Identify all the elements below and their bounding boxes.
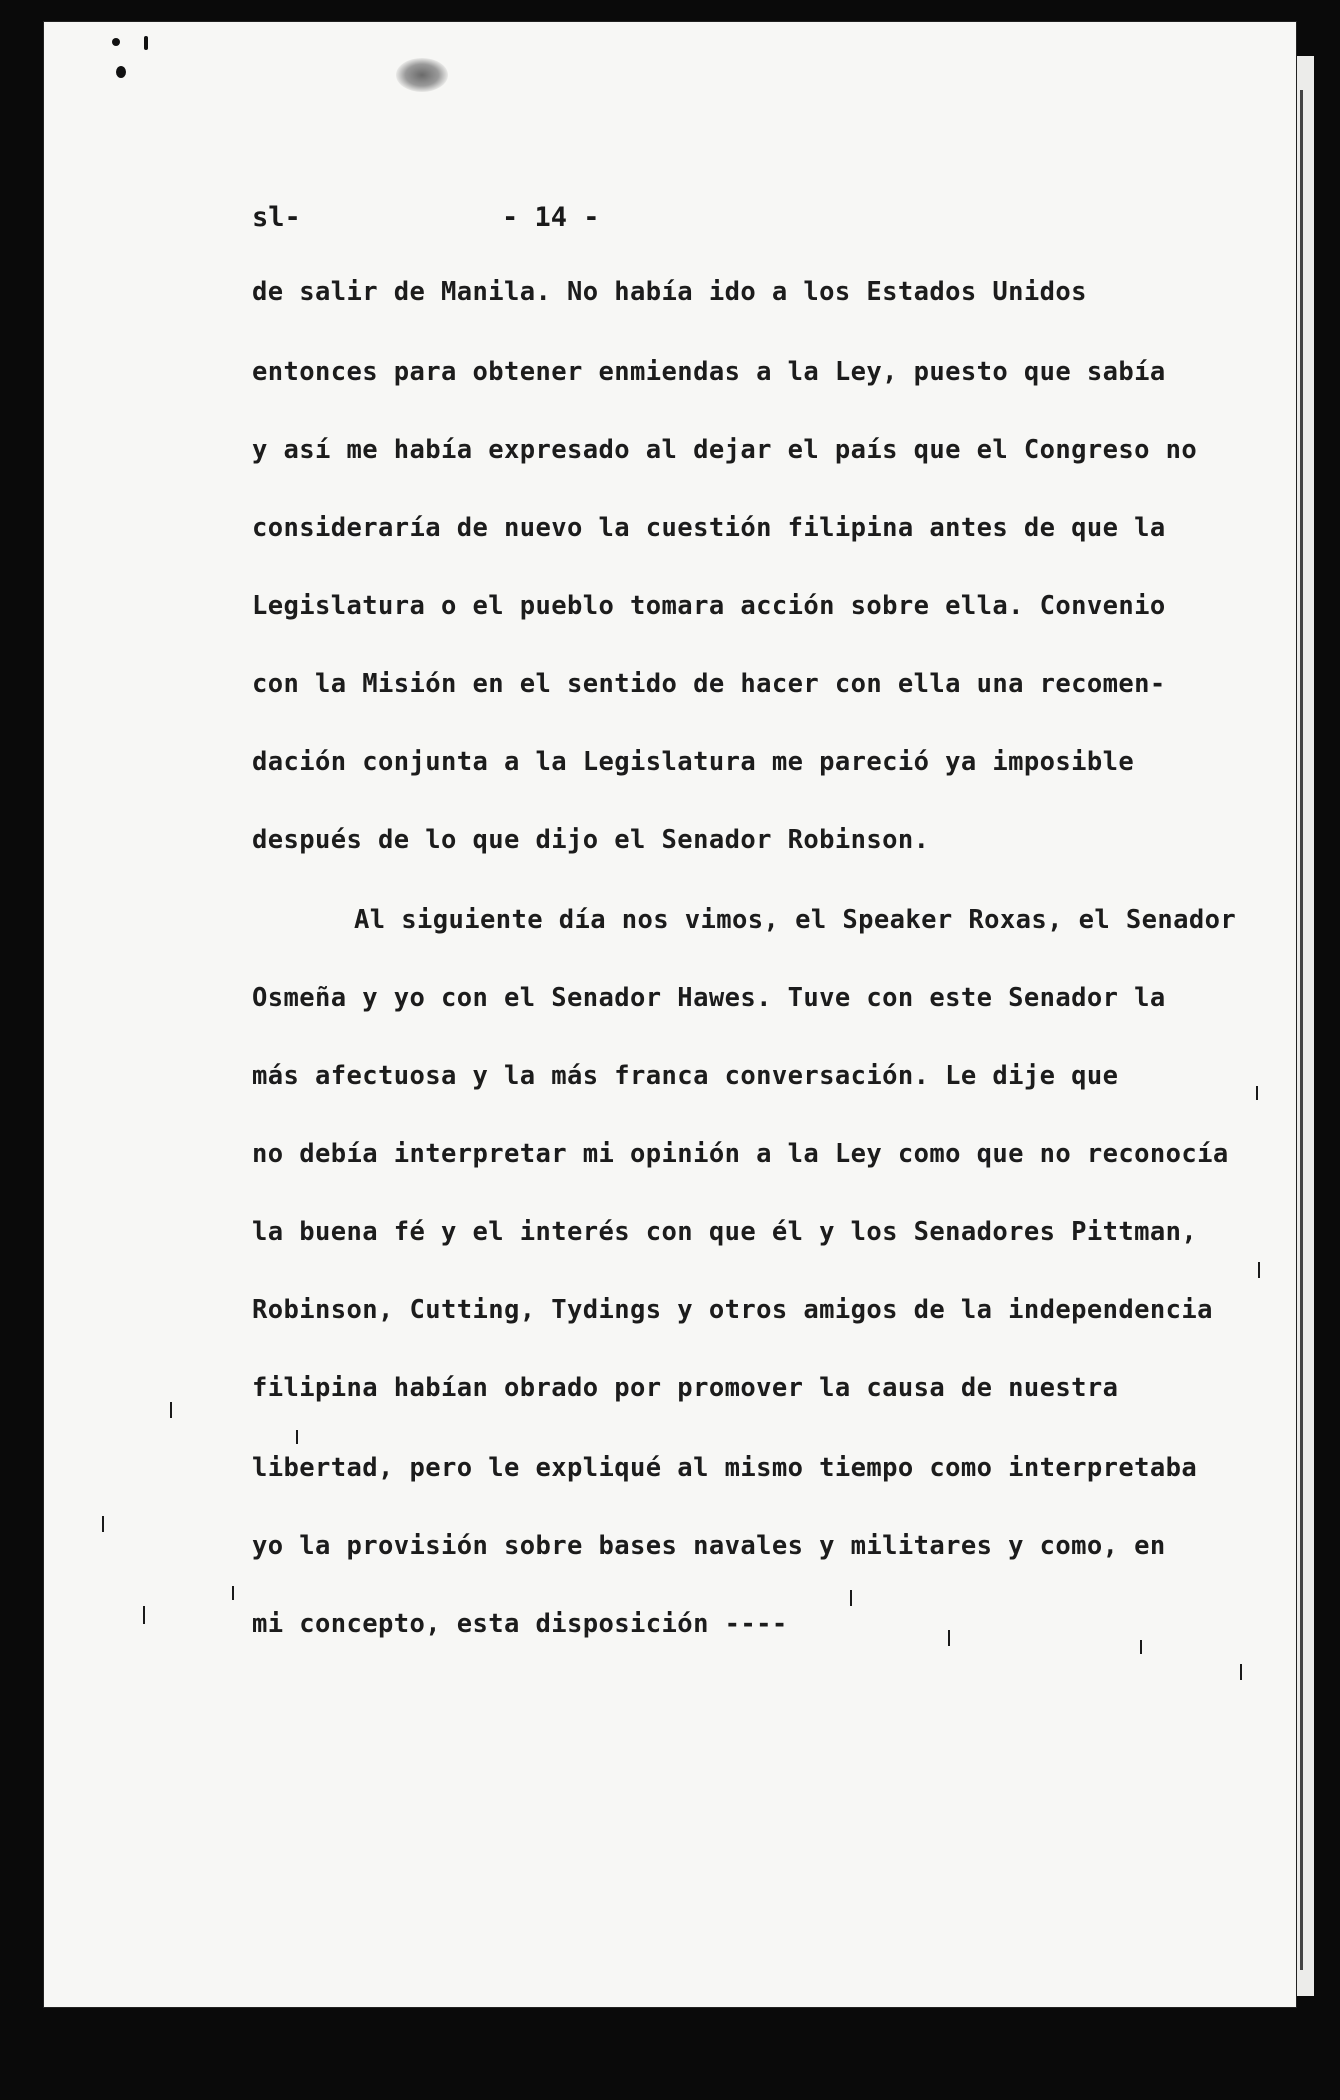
- stray-mark: [102, 1516, 104, 1532]
- corner-mark: [144, 36, 148, 50]
- text-line: filipina habían obrado por promover la causa de nuestra: [252, 1373, 1119, 1403]
- text-line: entonces para obtener enmiendas a la Ley, puesto que sabía: [252, 357, 1166, 387]
- stray-mark: [232, 1586, 234, 1600]
- stray-mark: [1258, 1262, 1260, 1278]
- ink-smudge: [396, 58, 448, 92]
- text-line: más afectuosa y la más franca conversación. Le dije que: [252, 1061, 1119, 1091]
- text-line: yo la provisión sobre bases navales y militares y como, en: [252, 1531, 1166, 1561]
- text-line: mi concepto, esta disposición ----: [252, 1609, 788, 1639]
- sheet-edge-line: [1300, 90, 1303, 1970]
- text-line: Al siguiente día nos vimos, el Speaker Roxas, el Senador: [354, 905, 1237, 935]
- text-line: Robinson, Cutting, Tydings y otros amigos de la independencia: [252, 1295, 1213, 1325]
- stray-mark: [1140, 1640, 1142, 1654]
- text-line: y así me había expresado al dejar el país que el Congreso no: [252, 435, 1198, 465]
- corner-mark: [116, 66, 126, 78]
- page-number: - 14 -: [502, 202, 600, 233]
- stray-mark: [948, 1630, 950, 1646]
- page-header: [252, 202, 672, 242]
- stray-mark: [850, 1590, 852, 1606]
- stray-mark: [170, 1402, 172, 1418]
- text-line: Legislatura o el pueblo tomara acción sobre ella. Convenio: [252, 591, 1166, 621]
- text-line: con la Misión en el sentido de hacer con ella una recomen-: [252, 669, 1166, 699]
- text-line: después de lo que dijo el Senador Robinson.: [252, 825, 930, 855]
- text-line: no debía interpretar mi opinión a la Ley como que no reconocía: [252, 1139, 1229, 1169]
- stray-mark: [143, 1606, 145, 1624]
- text-line: Osmeña y yo con el Senador Hawes. Tuve con este Senador la: [252, 983, 1166, 1013]
- stray-mark: [1240, 1664, 1242, 1680]
- text-line: de salir de Manila. No había ido a los Estados Unidos: [252, 277, 1087, 307]
- reference-code: sl-: [252, 202, 301, 233]
- stray-mark: [296, 1430, 298, 1444]
- text-line: la buena fé y el interés con que él y los Senadores Pittman,: [252, 1217, 1198, 1247]
- text-line: dación conjunta a la Legislatura me pareció ya imposible: [252, 747, 1135, 777]
- text-line: consideraría de nuevo la cuestión filipina antes de que la: [252, 513, 1166, 543]
- text-line: libertad, pero le expliqué al mismo tiempo como interpretaba: [252, 1453, 1198, 1483]
- stray-mark: [1256, 1086, 1258, 1100]
- corner-mark: [112, 38, 120, 46]
